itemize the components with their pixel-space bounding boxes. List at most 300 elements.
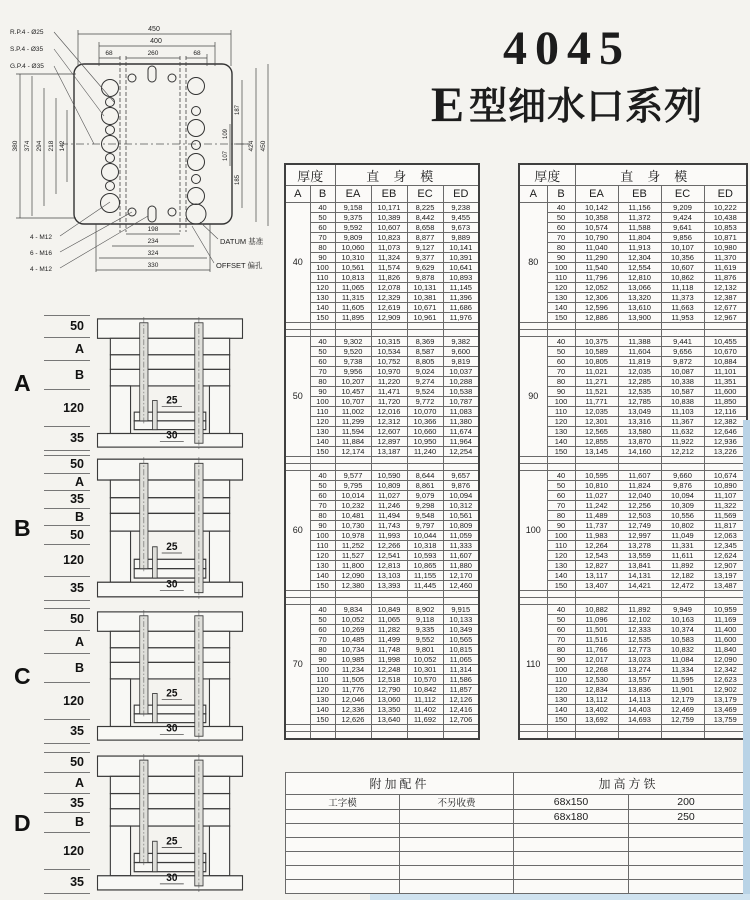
thickness-b-value: 90 — [547, 387, 575, 397]
inner-dim-30: 30 — [166, 577, 178, 591]
thickness-b-value: 40 — [547, 203, 575, 213]
empty-cell — [575, 591, 618, 598]
spec-value: 10,561 — [335, 263, 371, 273]
spec-value: 11,290 — [575, 253, 618, 263]
spec-value: 10,207 — [335, 377, 371, 387]
thickness-b-value: 140 — [310, 303, 335, 313]
spec-value: 10,534 — [371, 347, 407, 357]
spec-row — [285, 253, 479, 263]
spec-value: 10,338 — [661, 377, 704, 387]
thickness-b-value: 120 — [547, 283, 575, 293]
spec-value: 12,518 — [371, 675, 407, 685]
col-b: B — [547, 186, 575, 203]
spec-value: 8,902 — [407, 605, 443, 615]
spec-value: 11,826 — [371, 273, 407, 283]
empty-cell — [286, 824, 400, 838]
spec-value: 11,021 — [575, 367, 618, 377]
diagram-letter: B — [14, 514, 31, 541]
empty-cell — [285, 457, 310, 464]
spec-value: 10,590 — [371, 471, 407, 481]
spec-value: 10,565 — [443, 635, 479, 645]
spec-value: 10,037 — [443, 367, 479, 377]
spec-value: 10,810 — [575, 481, 618, 491]
spec-value: 11,065 — [443, 655, 479, 665]
accessory-value: 不另收费 — [400, 795, 514, 810]
spec-value: 12,266 — [371, 541, 407, 551]
spec-row — [285, 645, 479, 655]
spec-value: 10,809 — [443, 521, 479, 531]
spec-value: 11,073 — [371, 243, 407, 253]
spec-row — [285, 387, 479, 397]
spec-value: 11,083 — [443, 407, 479, 417]
spec-value: 13,060 — [371, 695, 407, 705]
spec-value: 11,505 — [335, 675, 371, 685]
spec-value: 13,559 — [618, 551, 661, 561]
spec-value: 10,163 — [661, 615, 704, 625]
spec-value: 9,441 — [661, 337, 704, 347]
spec-value: 11,315 — [335, 293, 371, 303]
accessory-row — [286, 838, 744, 852]
spec-value: 8,644 — [407, 471, 443, 481]
spec-row — [519, 531, 747, 541]
spec-value: 11,600 — [704, 635, 747, 645]
empty-cell — [407, 323, 443, 330]
plate-dim-label: B — [44, 360, 90, 390]
spec-value: 11,850 — [704, 397, 747, 407]
plate-dim-label: A — [44, 337, 90, 360]
spacer-row — [285, 732, 479, 740]
diagram-letter: D — [14, 809, 31, 836]
spec-value: 12,174 — [335, 447, 371, 457]
spec-value: 11,692 — [407, 715, 443, 725]
spec-value: 9,656 — [661, 347, 704, 357]
thickness-b-value: 50 — [310, 347, 335, 357]
thickness-b-value: 50 — [547, 615, 575, 625]
thickness-b-value: 90 — [310, 387, 335, 397]
spec-value: 10,734 — [335, 645, 371, 655]
spec-value: 10,107 — [661, 243, 704, 253]
spec-value: 11,674 — [443, 427, 479, 437]
spec-value: 14,160 — [618, 447, 661, 457]
thickness-b-value: 40 — [547, 605, 575, 615]
thickness-a-value: 90 — [519, 337, 547, 457]
spec-value: 13,187 — [371, 447, 407, 457]
thickness-b-value: 100 — [547, 397, 575, 407]
thickness-b-value: 50 — [547, 481, 575, 491]
spec-value: 11,027 — [575, 491, 618, 501]
plate-dim-label: 35 — [44, 793, 90, 812]
spec-value: 9,809 — [335, 233, 371, 243]
spec-row — [285, 263, 479, 273]
spec-value: 10,670 — [704, 347, 747, 357]
spec-value: 12,312 — [371, 417, 407, 427]
spec-value: 11,240 — [407, 447, 443, 457]
spec-value: 9,298 — [407, 501, 443, 511]
spec-value: 9,520 — [335, 347, 371, 357]
spec-row — [519, 521, 747, 531]
spec-value: 9,819 — [443, 357, 479, 367]
spec-row — [285, 357, 479, 367]
series-title — [392, 78, 742, 131]
thickness-b-value: 130 — [547, 293, 575, 303]
empty-cell — [547, 457, 575, 464]
plate-dim-label: 35 — [44, 719, 90, 743]
spec-value: 10,959 — [704, 605, 747, 615]
offset-label: OFFSET 偏孔 — [216, 261, 263, 270]
thickness-b-value: 40 — [310, 203, 335, 213]
scan-edge-artifact — [743, 420, 750, 900]
empty-cell — [371, 464, 407, 471]
spec-value: 10,381 — [407, 293, 443, 303]
thickness-b-value: 120 — [310, 685, 335, 695]
thickness-b-value: 60 — [310, 491, 335, 501]
spec-row — [285, 447, 479, 457]
spec-value: 10,312 — [443, 501, 479, 511]
col-ea: EA — [575, 186, 618, 203]
spec-value: 9,629 — [407, 263, 443, 273]
spec-value: 10,587 — [661, 387, 704, 397]
empty-cell — [443, 457, 479, 464]
spec-value: 11,059 — [443, 531, 479, 541]
spec-value: 12,248 — [371, 665, 407, 675]
empty-cell — [286, 852, 400, 866]
thickness-b-value: 130 — [547, 427, 575, 437]
thickness-b-value: 60 — [547, 491, 575, 501]
thickness-b-value: 80 — [310, 243, 335, 253]
spec-value: 12,907 — [704, 561, 747, 571]
empty-cell — [629, 866, 744, 880]
spec-value: 11,351 — [704, 377, 747, 387]
empty-cell — [618, 591, 661, 598]
spec-value: 9,455 — [443, 213, 479, 223]
spec-value: 11,607 — [618, 471, 661, 481]
spec-value: 9,377 — [407, 253, 443, 263]
spec-table-left — [284, 163, 480, 740]
empty-cell — [286, 880, 400, 894]
spec-value: 12,329 — [371, 293, 407, 303]
spec-value: 10,044 — [407, 531, 443, 541]
spacer-row — [519, 323, 747, 330]
empty-cell — [514, 824, 629, 838]
thickness-b-value: 70 — [310, 233, 335, 243]
spec-value: 12,827 — [575, 561, 618, 571]
spec-value: 13,692 — [575, 715, 618, 725]
col-ec: EC — [661, 186, 704, 203]
empty-cell — [575, 457, 618, 464]
accessory-value: 工字模 — [286, 795, 400, 810]
spec-value: 9,552 — [407, 635, 443, 645]
empty-cell — [661, 457, 704, 464]
thickness-b-value: 70 — [547, 233, 575, 243]
spec-row — [285, 511, 479, 521]
thickness-b-value: 40 — [547, 471, 575, 481]
empty-cell — [371, 323, 407, 330]
empty-cell — [400, 824, 514, 838]
thickness-b-value: 110 — [310, 675, 335, 685]
spec-value: 9,209 — [661, 203, 704, 213]
col-ed: ED — [704, 186, 747, 203]
spec-value: 12,182 — [661, 571, 704, 581]
spec-value: 11,372 — [618, 213, 661, 223]
empty-cell — [443, 732, 479, 740]
spec-value: 9,795 — [335, 481, 371, 491]
inner-dim-30: 30 — [166, 430, 178, 442]
spec-value: 12,554 — [618, 263, 661, 273]
empty-cell — [335, 464, 371, 471]
spec-value: 12,179 — [661, 695, 704, 705]
dim-198: 198 — [147, 226, 159, 233]
empty-cell — [661, 323, 704, 330]
spacer-row — [285, 464, 479, 471]
spec-value: 12,909 — [371, 313, 407, 323]
spec-value: 10,660 — [407, 427, 443, 437]
series-text: 型细水口系列 — [469, 86, 704, 129]
spec-row — [519, 273, 747, 283]
spec-value: 12,810 — [618, 273, 661, 283]
spec-value: 11,663 — [661, 303, 704, 313]
spec-value: 12,503 — [618, 511, 661, 521]
thickness-b-value: 90 — [547, 521, 575, 531]
thickness-b-value: 80 — [310, 377, 335, 387]
callout-gp: G.P.4 - Ø35 — [10, 63, 44, 70]
spec-value: 10,375 — [575, 337, 618, 347]
spec-value: 10,583 — [661, 635, 704, 645]
spec-value: 12,264 — [575, 541, 618, 551]
empty-cell — [335, 725, 371, 732]
thickness-b-value: 70 — [310, 635, 335, 645]
spec-value: 10,094 — [661, 491, 704, 501]
spec-value: 14,131 — [618, 571, 661, 581]
spec-row — [285, 521, 479, 531]
spec-value: 13,469 — [704, 705, 747, 715]
spec-row — [519, 675, 747, 685]
header-straight-mold: 直身模 — [575, 164, 747, 186]
plate-dim-label: 50 — [44, 455, 90, 473]
spec-value: 10,356 — [661, 253, 704, 263]
empty-cell — [310, 591, 335, 598]
spec-row — [285, 233, 479, 243]
spec-value: 10,574 — [575, 223, 618, 233]
spec-value: 10,674 — [704, 471, 747, 481]
spec-row — [519, 615, 747, 625]
spec-value: 10,087 — [661, 367, 704, 377]
empty-cell — [371, 732, 407, 740]
spec-value: 12,535 — [618, 635, 661, 645]
spec-value: 11,334 — [661, 665, 704, 675]
spec-value: 12,336 — [335, 705, 371, 715]
spec-value: 9,889 — [443, 233, 479, 243]
spec-value: 9,772 — [407, 397, 443, 407]
spec-value: 12,886 — [575, 313, 618, 323]
callout-6m16: 6 - M16 — [30, 250, 53, 257]
spec-row — [285, 313, 479, 323]
empty-cell — [335, 598, 371, 605]
spacer-row — [285, 330, 479, 337]
spec-value: 8,658 — [407, 223, 443, 233]
spec-value: 11,800 — [335, 561, 371, 571]
spec-value: 11,540 — [575, 263, 618, 273]
spec-value: 8,877 — [407, 233, 443, 243]
empty-cell — [575, 464, 618, 471]
spec-row — [519, 213, 747, 223]
empty-cell — [575, 323, 618, 330]
spec-value: 13,407 — [575, 581, 618, 591]
dim-324: 324 — [147, 250, 159, 257]
spec-value: 11,220 — [371, 377, 407, 387]
spec-value: 11,324 — [371, 253, 407, 263]
spec-value: 12,773 — [618, 645, 661, 655]
spec-row — [285, 541, 479, 551]
mold-cross-section — [92, 752, 248, 894]
thickness-b-value: 130 — [547, 695, 575, 705]
spec-row — [285, 347, 479, 357]
empty-cell — [286, 866, 400, 880]
spec-value: 10,593 — [407, 551, 443, 561]
plate-dim-label: 120 — [44, 832, 90, 869]
spec-value: 12,063 — [704, 531, 747, 541]
empty-cell — [629, 838, 744, 852]
spec-value: 12,102 — [618, 615, 661, 625]
spec-row — [285, 665, 479, 675]
plate-dim-label: 50 — [44, 752, 90, 772]
spec-value: 12,706 — [443, 715, 479, 725]
spec-value: 11,501 — [575, 625, 618, 635]
spec-value: 12,543 — [575, 551, 618, 561]
model-number: 4045 — [503, 22, 631, 75]
thickness-a-value: 50 — [285, 337, 310, 457]
thickness-b-value: 110 — [547, 675, 575, 685]
spec-value: 10,813 — [335, 273, 371, 283]
spec-value: 11,084 — [661, 655, 704, 665]
spec-value: 9,238 — [443, 203, 479, 213]
spec-row — [285, 397, 479, 407]
thickness-b-value: 110 — [547, 273, 575, 283]
spec-value: 12,301 — [575, 417, 618, 427]
thickness-b-value: 80 — [547, 243, 575, 253]
empty-cell — [335, 330, 371, 337]
empty-cell — [310, 732, 335, 740]
spec-value: 10,315 — [371, 337, 407, 347]
spec-value: 11,976 — [443, 313, 479, 323]
empty-cell — [285, 598, 310, 605]
spec-value: 11,516 — [575, 635, 618, 645]
empty-cell — [371, 591, 407, 598]
thickness-b-value: 40 — [547, 337, 575, 347]
spec-row — [519, 387, 747, 397]
mold-section-diagram-c — [14, 608, 248, 744]
empty-cell — [661, 732, 704, 740]
thickness-b-value: 110 — [310, 273, 335, 283]
thickness-b-value: 60 — [547, 357, 575, 367]
spec-row — [519, 511, 747, 521]
thickness-b-value: 70 — [547, 501, 575, 511]
dim-142: 142 — [59, 140, 66, 152]
spec-value: 11,471 — [371, 387, 407, 397]
thickness-b-value: 150 — [310, 313, 335, 323]
col-ed: ED — [443, 186, 479, 203]
spec-row — [285, 655, 479, 665]
spec-value: 11,857 — [443, 685, 479, 695]
spec-row — [519, 303, 747, 313]
empty-cell — [310, 598, 335, 605]
thickness-b-value: 40 — [310, 605, 335, 615]
thickness-b-value: 150 — [547, 313, 575, 323]
empty-cell — [407, 725, 443, 732]
accessory-header: 附加配件 — [286, 773, 514, 795]
empty-cell — [629, 824, 744, 838]
thickness-b-value: 110 — [547, 407, 575, 417]
thickness-b-value: 90 — [310, 521, 335, 531]
thickness-b-value: 100 — [310, 397, 335, 407]
spec-value: 13,393 — [371, 581, 407, 591]
spec-row — [519, 625, 747, 635]
empty-cell — [704, 598, 747, 605]
spec-value: 10,980 — [704, 243, 747, 253]
spec-row — [519, 427, 747, 437]
spec-value: 11,574 — [371, 263, 407, 273]
spec-value: 13,870 — [618, 437, 661, 447]
accessory-row — [286, 866, 744, 880]
spec-value: 10,671 — [407, 303, 443, 313]
spec-value: 11,998 — [371, 655, 407, 665]
thickness-b-value: 120 — [310, 551, 335, 561]
thickness-b-value: 140 — [547, 571, 575, 581]
empty-cell — [285, 732, 310, 740]
header-thickness: 厚度 — [519, 164, 575, 186]
spec-row — [519, 223, 747, 233]
spec-value: 10,641 — [443, 263, 479, 273]
thickness-b-value: 140 — [547, 437, 575, 447]
spec-value: 9,524 — [407, 387, 443, 397]
spec-row — [519, 561, 747, 571]
thickness-b-value: 130 — [310, 427, 335, 437]
thickness-b-value: 80 — [547, 645, 575, 655]
accessory-row — [286, 880, 744, 894]
spec-value: 12,078 — [371, 283, 407, 293]
spec-value: 11,817 — [704, 521, 747, 531]
spec-row — [285, 337, 479, 347]
spec-value: 10,318 — [407, 541, 443, 551]
empty-cell — [519, 464, 547, 471]
spec-value: 11,840 — [704, 645, 747, 655]
thickness-b-value: 120 — [547, 551, 575, 561]
spec-table-right — [518, 163, 748, 740]
empty-cell — [443, 598, 479, 605]
col-ea: EA — [335, 186, 371, 203]
spec-value: 10,052 — [407, 655, 443, 665]
empty-cell — [400, 880, 514, 894]
spec-value: 10,094 — [443, 491, 479, 501]
spec-value: 12,623 — [704, 675, 747, 685]
spec-value: 8,442 — [407, 213, 443, 223]
spec-value: 9,949 — [661, 605, 704, 615]
spec-value: 12,382 — [704, 417, 747, 427]
spec-value: 10,950 — [407, 437, 443, 447]
spec-value: 10,349 — [443, 625, 479, 635]
spec-value: 13,049 — [618, 407, 661, 417]
thickness-b-value: 140 — [310, 705, 335, 715]
spec-row — [519, 283, 747, 293]
spec-value: 10,485 — [335, 635, 371, 645]
spec-value: 11,096 — [575, 615, 618, 625]
spec-row — [519, 293, 747, 303]
spec-value: 11,101 — [704, 367, 747, 377]
spec-value: 10,802 — [661, 521, 704, 531]
spec-value: 11,002 — [335, 407, 371, 417]
dim-109: 109 — [223, 128, 229, 140]
accessory-value: 250 — [629, 810, 744, 824]
spec-value: 12,035 — [618, 367, 661, 377]
